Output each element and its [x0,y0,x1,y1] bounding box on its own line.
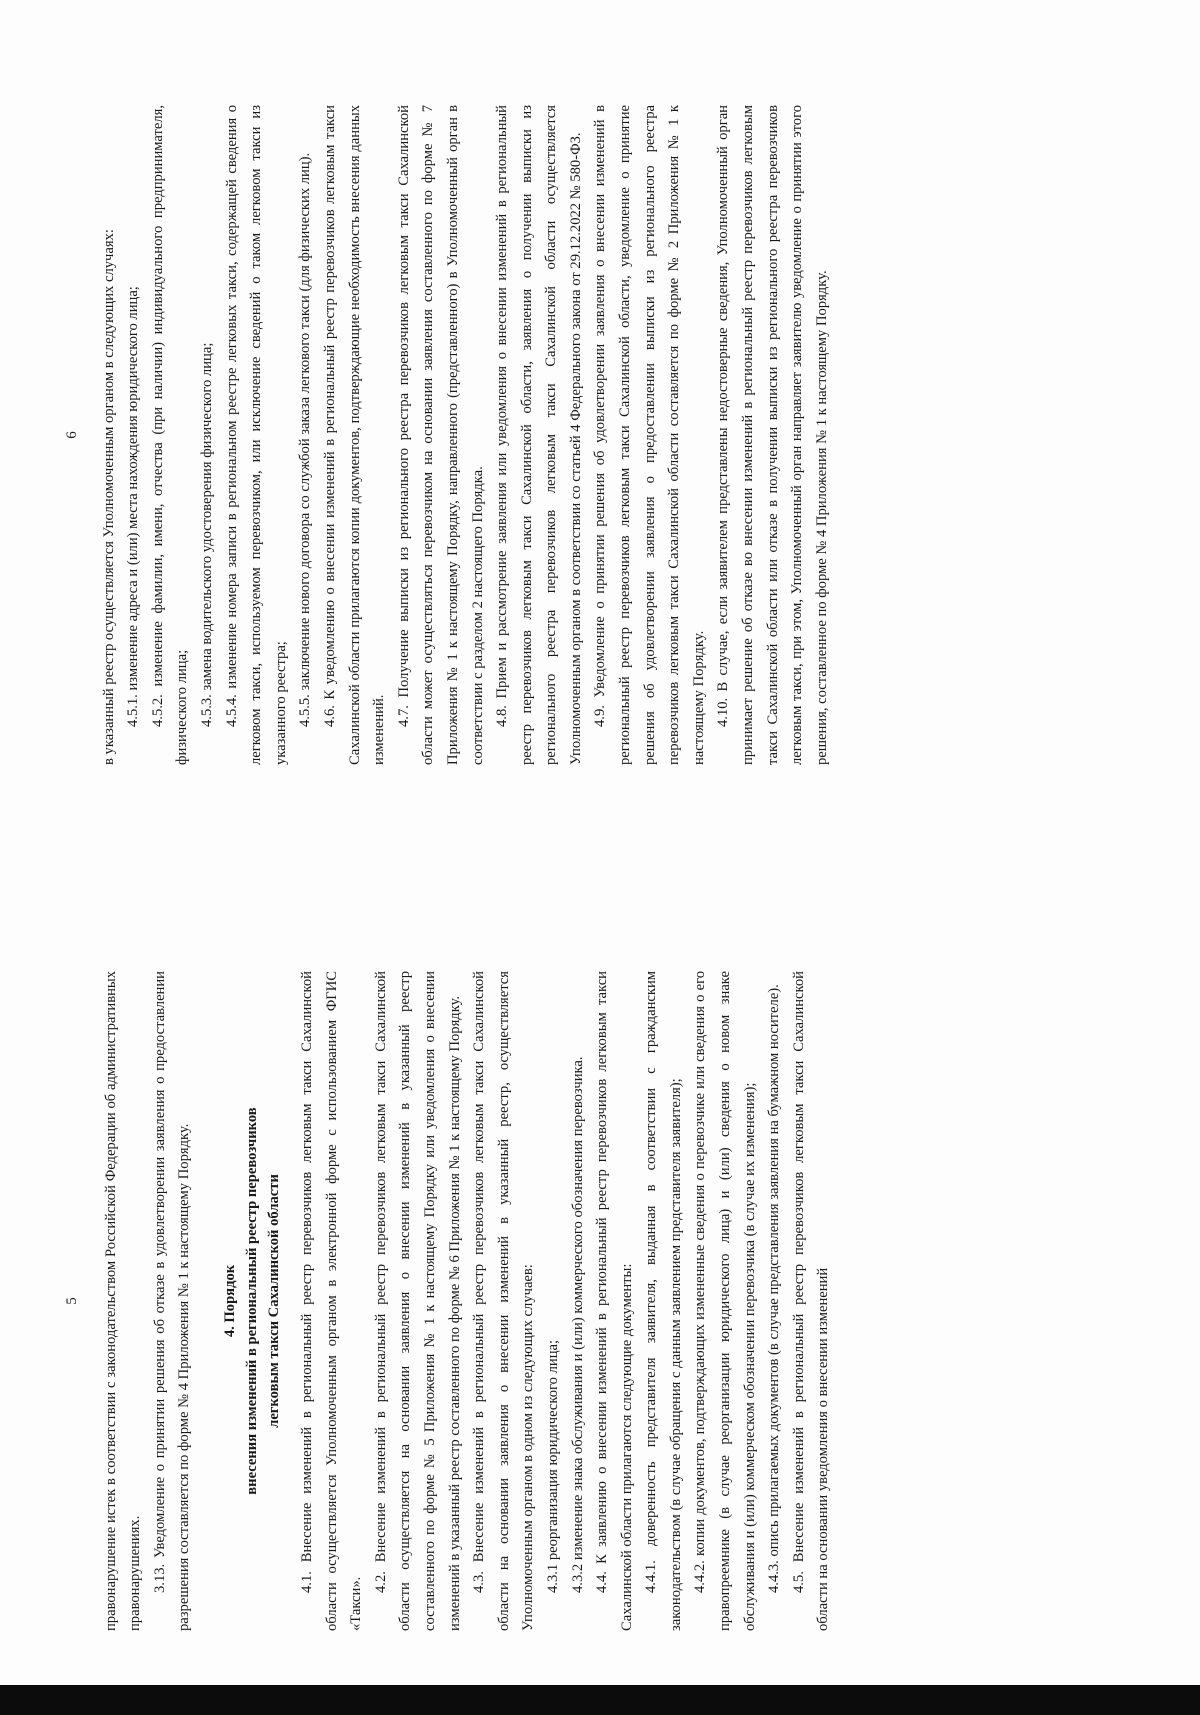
paragraph-4-8: 4.8. Прием и рассмотрение заявления или уведомления о внесении изменений в региональный реестр перевозчиков легковым такси Сахалинской области, заявления о получении выписки из регионального реестра перевозчиков легковым такси Сахалинской области осуществляется Уполномоченным органом в соответствии со статьей 4 Федерального закона от 29.12.2022 № 580-ФЗ. [494,105,584,765]
paragraph-4-4-3: 4.4.3. опись прилагаемых документов (в случае представления заявления на бумажном носителе). [766,984,783,1593]
paragraph-4-10: 4.10. В случае, если заявителем представлены недостоверные сведения, Уполномоченный орган принимает решение об отказе во внесении изменений в региональный реестр перевозчиков легковым такси Сахалинской области или отказе в получении выписки из регионального реестра перевозчиков легковым такси, при этом, Уполномоченный орган направляет заявителю уведомление о принятии этого решения, составленное по форме № 4 Приложения № 1 к настоящему Порядку. [715,105,830,765]
section-4-heading [219,971,285,1631]
paragraph-4-5-3: 4.5.3. замена водительского удостоверения физического лица; [198,342,215,727]
paragraph-4-3-2: 4.3.2 изменение знака обслуживания и (или) коммерческого обозначения перевозчика. [569,1056,586,1593]
paragraph-4-5-4: 4.5.4. изменение номера записи в региональном реестре легковых такси, содержащей сведения о легковом такси, используемом перевозчиком, или исключение сведений о таком легковом такси из указанного реестра; [223,105,289,765]
paragraph-4-6: 4.6. К уведомлению о внесении изменений в региональный реестр перевозчиков легковым такси Сахалинской области прилагаются копии документов, подтверждающие необходимость внесения данных изменений. [321,105,388,765]
scan-dark-edge [0,1685,1200,1715]
paragraph-4-5: 4.5. Внесение изменений в региональный реестр перевозчиков легковым такси Сахалинской области на основании уведомления о внесении изменений [790,971,832,1631]
paragraph-4-3: 4.3. Внесение изменений в региональный реестр перевозчиков легковым такси Сахалинской области на основании заявления о внесении изменений в указанный реестр, осуществляется Уполномоченным органом в одном из следующих случаев: [471,971,537,1631]
section-4-heading-line-2: внесения изменений в региональный реестр перевозчиков [243,1107,260,1495]
paragraph-4-5-1: 4.5.1. изменение адреса и (или) места нахождения юридического лица; [125,286,142,727]
paragraph-4-5-5: 4.5.5. заключение нового договора со службой заказа легкового такси (для физических лиц). [297,152,314,727]
paragraph-4-9: 4.9. Уведомление о принятии решения об удовлетворении заявления о внесении изменений в региональный реестр перевозчиков легковым такси Сахалинской области, уведомление о принятие решения об удовлетворении заявления о предоставлении выписки из регионального реестра перевозчиков легковым такси Сахалинской области составляется по форме № 2 Приложения № 1 к настоящему Порядку. [592,105,707,765]
page-number-5: 5 [64,1297,80,1305]
paragraph-4-7: 4.7. Получение выписки из регионального реестра перевозчиков легковым такси Сахалинской области может осуществляться перевозчиком на основании заявления составленного по форме № 7 Приложения № 1 к настоящему Порядку, направленного (представленного) в Уполномоченный орган в соответствии с разделом 2 настоящего Порядка. [395,105,486,765]
section-4-heading-line-1: 4. Порядок [221,1264,238,1338]
intro-paragraph-continued: правонарушение истек в соответствии с законодательством Российской Федерации об административных правонарушениях. [102,971,144,1631]
page-6-column [60,105,834,765]
section-4-heading-line-3: легковым такси Сахалинской области [265,1174,282,1428]
paragraph-4-4-1: 4.4.1. доверенность представителя заявителя, выданная в соответствии с гражданским законодательством (в случае обращения с данным заявлением представителя заявителя); [643,971,684,1631]
paragraph-4-4: 4.4. К заявлению о внесении изменений в региональный реестр перевозчиков легковым такси Сахалинской области прилагаются следующие документы: [594,971,635,1631]
paragraph-4-4-2: 4.4.2. копии документов, подтверждающих измененные сведения о перевозчике или сведения о его правопреемнике (в случае реорганизации юридического лица) и (или) сведения о новом знаке обслуживания и (или) коммерческом обозначении перевозчика (в случае их изменения); [692,971,758,1631]
paragraph-4-1: 4.1. Внесение изменений в региональный реестр перевозчиков легковым такси Сахалинской области осуществляется Уполномоченным органом в электронной форме с использованием ФГИС «Такси». [298,971,365,1631]
paragraph-4-5-continued: в указанный реестр осуществляется Уполномоченным органом в следующих случаях: [100,229,117,765]
paragraph-4-5-2: 4.5.2. изменение фамилии, имени, отчества (при наличии) индивидуального предпринимателя, физического лица; [149,105,191,765]
paragraph-4-2: 4.2. Внесение изменений в региональный реестр перевозчиков легковым такси Сахалинской области осуществляется на основании заявления о внесении изменений в указанный реестр составленного по форме № 5 Приложения № 1 к настоящему Порядку или уведомления о внесении изменений в указанный реестр составленного по форме № 6 Приложения № 1 к настоящему Порядку. [372,971,463,1631]
paragraph-4-3-1: 4.3.1 реорганизация юридического лица; [544,1339,561,1593]
page-number-6: 6 [64,431,80,439]
page-5-column [60,971,836,1631]
paragraph-3-13: 3.13. Уведомление о принятии решения об отказе в удовлетворении заявления о предоставлении разрешения составляется по форме № 4 Приложения № 1 к настоящему Порядку. [151,971,193,1631]
